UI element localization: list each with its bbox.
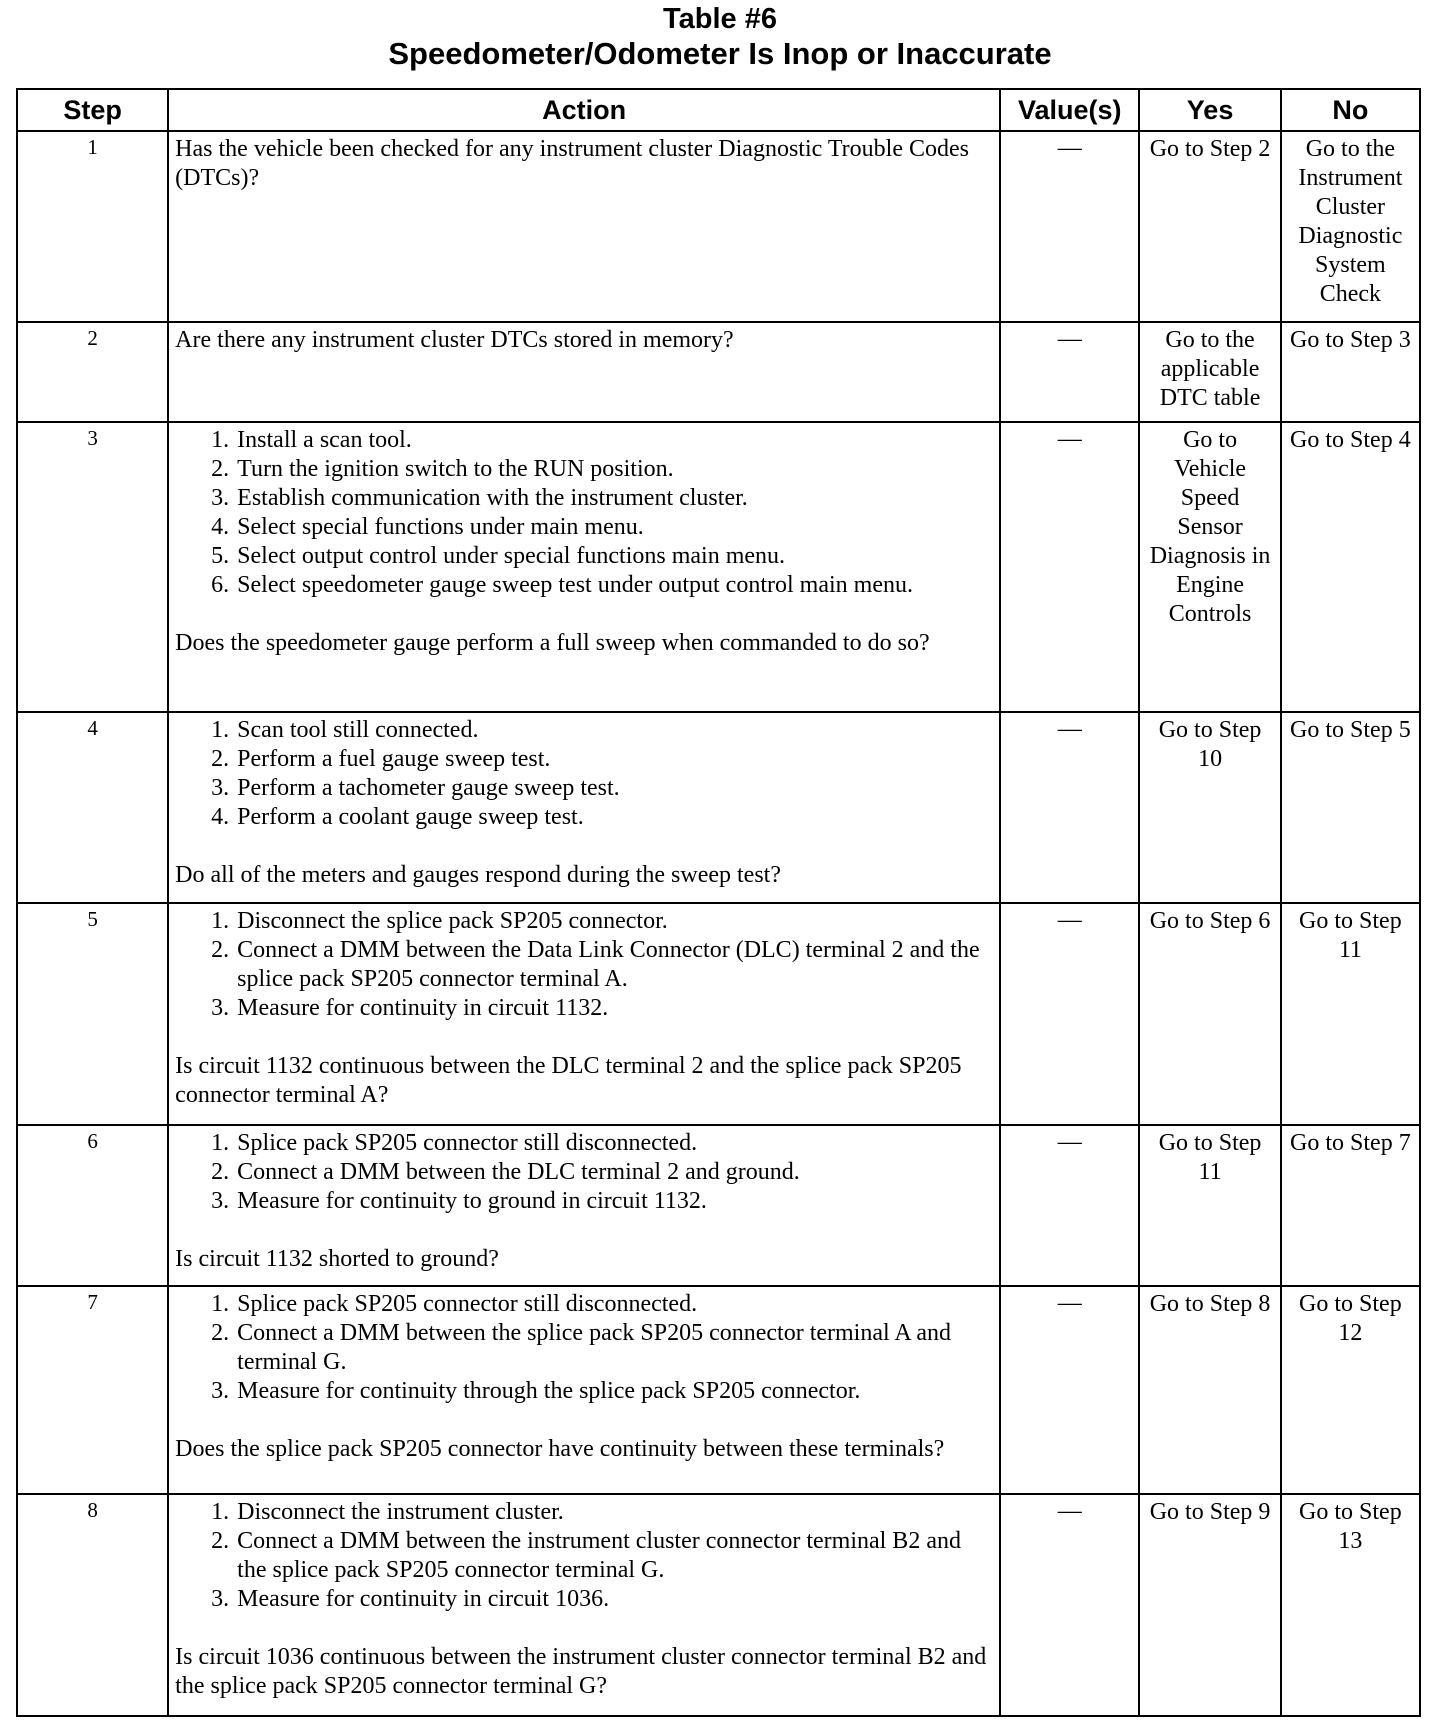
value-cell: — <box>1000 1494 1139 1716</box>
action-question: Is circuit 1036 continuous between the instrument cluster connector terminal B2 and the splice pack SP205 connector terminal G? <box>175 1644 987 1700</box>
value-cell: — <box>1000 322 1139 422</box>
table-row <box>17 1286 1420 1494</box>
instruction-item: 2. Connect a DMM between the Data Link Connector (DLC) terminal 2 and the splice pack SP205 connector terminal A. <box>235 936 993 994</box>
instruction-item: 3. Measure for continuity to ground in circuit 1132. <box>235 1187 993 1216</box>
action-question: Is circuit 1132 continuous between the DLC terminal 2 and the splice pack SP205 connector terminal A? <box>175 1053 962 1109</box>
action-cell <box>168 1494 1000 1716</box>
instruction-item: 2. Connect a DMM between the splice pack SP205 connector terminal A and terminal G. <box>235 1319 993 1377</box>
instruction-item: 4. Select special functions under main menu. <box>235 513 993 542</box>
action-cell <box>168 131 1000 322</box>
table-row <box>17 131 1420 322</box>
instruction-item: 5. Select output control under special functions main menu. <box>235 542 993 571</box>
no-cell: Go to Step 7 <box>1281 1125 1420 1286</box>
header-no: No <box>1281 89 1420 131</box>
header-action: Action <box>168 89 1000 131</box>
yes-cell: Go to Step 10 <box>1139 712 1280 903</box>
instruction-list <box>175 907 993 1023</box>
yes-cell: Go to Step 6 <box>1139 903 1280 1125</box>
no-cell: Go to Step 5 <box>1281 712 1420 903</box>
action-question: Does the splice pack SP205 connector have continuity between these terminals? <box>175 1436 945 1463</box>
instruction-item: 2. Connect a DMM between the instrument cluster connector terminal B2 and the splice pack SP205 connector terminal G. <box>235 1527 993 1585</box>
table-row <box>17 322 1420 422</box>
diagnostic-table <box>16 88 1421 1717</box>
instruction-item: 2. Perform a fuel gauge sweep test. <box>235 745 993 774</box>
table-row <box>17 903 1420 1125</box>
instruction-item: 2. Connect a DMM between the DLC terminal 2 and ground. <box>235 1158 993 1187</box>
no-cell: Go to Step 3 <box>1281 322 1420 422</box>
instruction-list <box>175 1129 993 1216</box>
instruction-item: 6. Select speedometer gauge sweep test under output control main menu. <box>235 571 993 600</box>
instruction-list <box>175 716 993 832</box>
no-cell: Go to the Instrument Cluster Diagnostic System Check <box>1281 131 1420 322</box>
table-number-title: Table #6 <box>663 3 777 35</box>
action-cell <box>168 712 1000 903</box>
no-cell: Go to Step 12 <box>1281 1286 1420 1494</box>
yes-cell: Go to the applicable DTC table <box>1139 322 1280 422</box>
step-number: 7 <box>17 1286 168 1494</box>
value-cell: — <box>1000 903 1139 1125</box>
instruction-item: 1. Disconnect the splice pack SP205 connector. <box>235 907 993 936</box>
step-number: 8 <box>17 1494 168 1716</box>
header-row <box>17 89 1420 131</box>
action-question: Are there any instrument cluster DTCs stored in memory? <box>175 327 734 354</box>
instruction-item: 2. Turn the ignition switch to the RUN position. <box>235 455 993 484</box>
instruction-list <box>175 426 993 600</box>
table-subtitle: Speedometer/Odometer Is Inop or Inaccurate <box>388 36 1052 71</box>
instruction-list <box>175 1498 993 1614</box>
action-question: Do all of the meters and gauges respond during the sweep test? <box>175 862 781 889</box>
instruction-item: 3. Perform a tachometer gauge sweep test. <box>235 774 993 803</box>
value-cell: — <box>1000 131 1139 322</box>
table-row <box>17 422 1420 712</box>
value-cell: — <box>1000 712 1139 903</box>
instruction-item: 3. Establish communication with the instrument cluster. <box>235 484 993 513</box>
no-cell: Go to Step 13 <box>1281 1494 1420 1716</box>
step-number: 5 <box>17 903 168 1125</box>
action-question: Does the speedometer gauge perform a full sweep when commanded to do so? <box>175 630 930 657</box>
no-cell: Go to Step 4 <box>1281 422 1420 712</box>
instruction-item: 1. Scan tool still connected. <box>235 716 993 745</box>
header-step: Step <box>17 89 168 131</box>
table-row <box>17 712 1420 903</box>
instruction-item: 1. Splice pack SP205 connector still disconnected. <box>235 1129 993 1158</box>
value-cell: — <box>1000 422 1139 712</box>
yes-cell: Go to Step 2 <box>1139 131 1280 322</box>
step-number: 1 <box>17 131 168 322</box>
step-number: 4 <box>17 712 168 903</box>
instruction-item: 3. Measure for continuity through the splice pack SP205 connector. <box>235 1377 993 1406</box>
no-cell: Go to Step 11 <box>1281 903 1420 1125</box>
value-cell: — <box>1000 1286 1139 1494</box>
action-cell <box>168 322 1000 422</box>
instruction-item: 1. Disconnect the instrument cluster. <box>235 1498 993 1527</box>
action-cell <box>168 1286 1000 1494</box>
yes-cell: Go to Step 8 <box>1139 1286 1280 1494</box>
instruction-item: 3. Measure for continuity in circuit 1132. <box>235 994 993 1023</box>
step-number: 3 <box>17 422 168 712</box>
action-question: Has the vehicle been checked for any instrument cluster Diagnostic Trouble Codes (DTCs)? <box>175 136 969 191</box>
instruction-item: 3. Measure for continuity in circuit 1036. <box>235 1585 993 1614</box>
instruction-item: 1. Splice pack SP205 connector still disconnected. <box>235 1290 993 1319</box>
instruction-list <box>175 1290 993 1406</box>
yes-cell: Go to Step 9 <box>1139 1494 1280 1716</box>
yes-cell: Go to Step 11 <box>1139 1125 1280 1286</box>
yes-cell: Go to Vehicle Speed Sensor Diagnosis in Engine Controls <box>1139 422 1280 712</box>
table-row <box>17 1125 1420 1286</box>
table-row <box>17 1494 1420 1716</box>
step-number: 2 <box>17 322 168 422</box>
header-yes: Yes <box>1139 89 1280 131</box>
action-cell <box>168 422 1000 712</box>
action-cell <box>168 1125 1000 1286</box>
header-values: Value(s) <box>1000 89 1139 131</box>
value-cell: — <box>1000 1125 1139 1286</box>
action-question: Is circuit 1132 shorted to ground? <box>175 1246 499 1273</box>
action-cell <box>168 903 1000 1125</box>
step-number: 6 <box>17 1125 168 1286</box>
instruction-item: 1. Install a scan tool. <box>235 426 993 455</box>
instruction-item: 4. Perform a coolant gauge sweep test. <box>235 803 993 832</box>
